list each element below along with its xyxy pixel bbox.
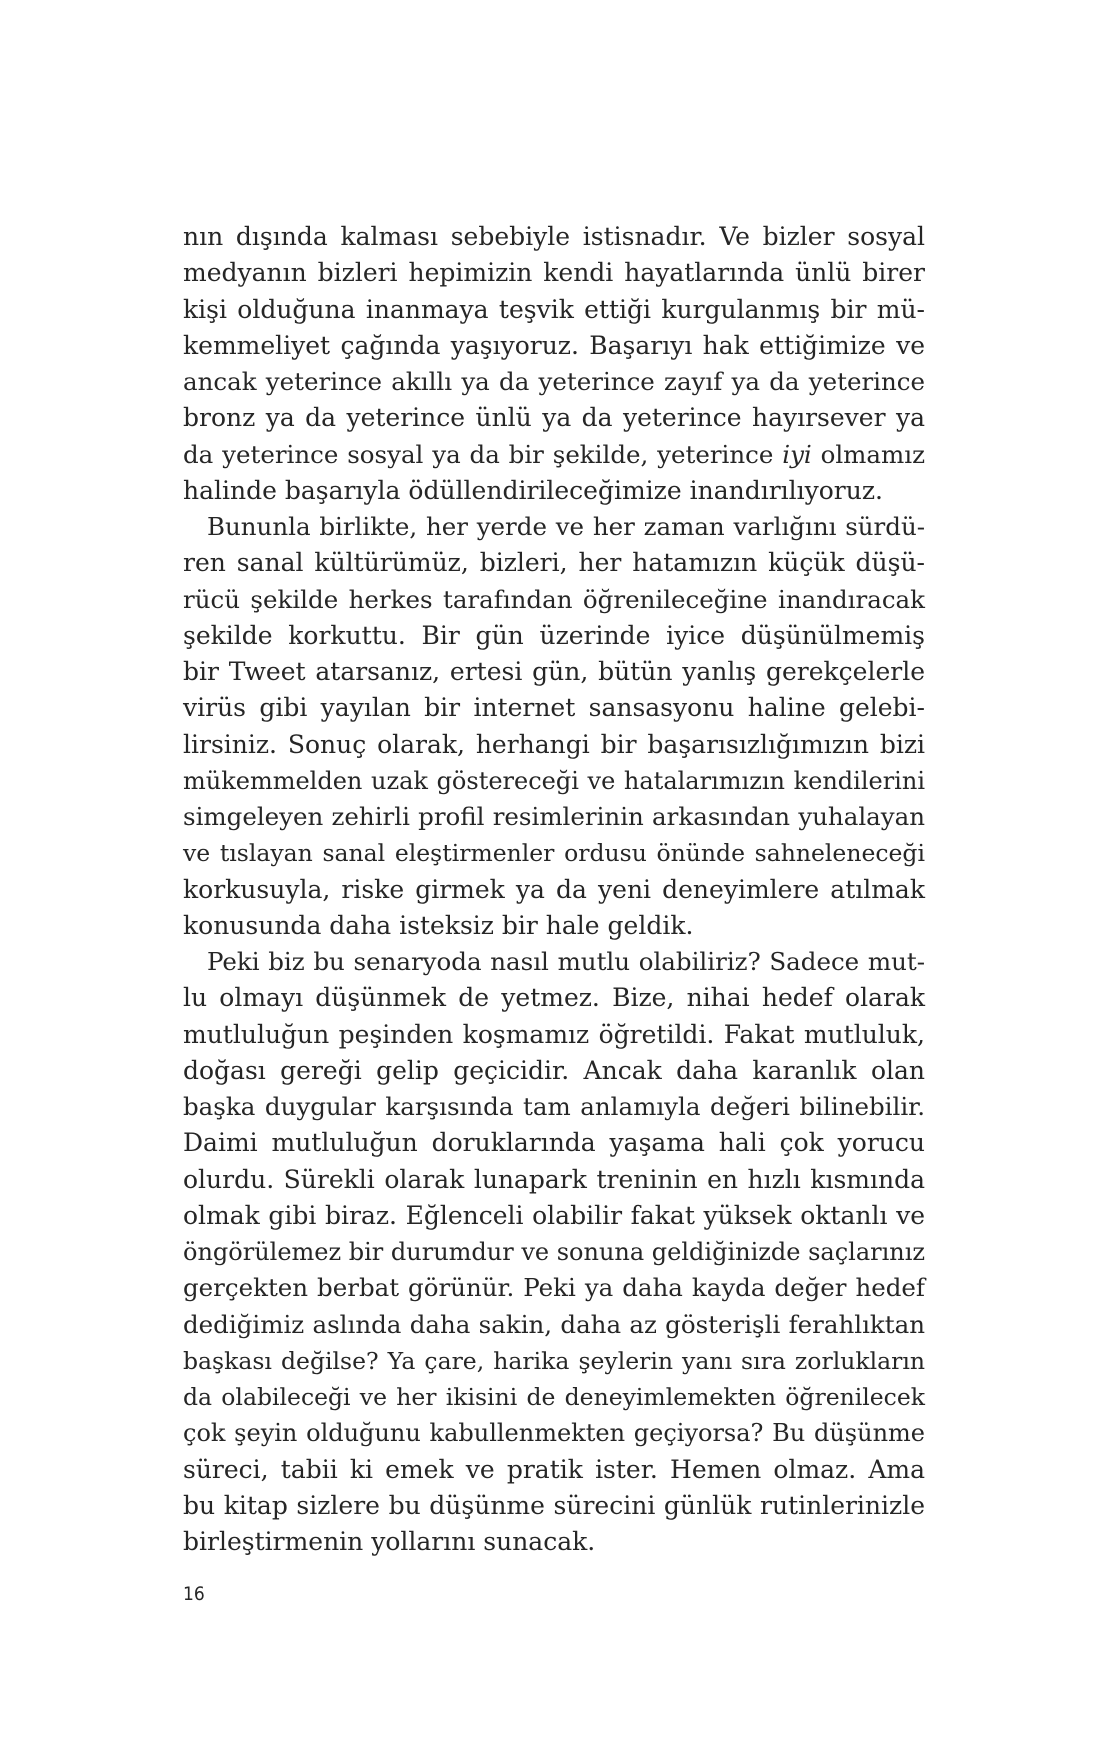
text-line: ve tıslayan sanal eleştirmenler ordusu önünde sahneleneceği bbox=[183, 839, 925, 868]
emphasized-word: iyi bbox=[782, 439, 812, 469]
text-line: medyanın bizleri hepimizin kendi hayatlarında ünlü birer bbox=[183, 258, 925, 288]
text-line: rücü şekilde herkes tarafından öğrenileceğine inandıracak bbox=[183, 584, 925, 614]
text-line: bronz ya da yeterince ünlü ya da yeterince hayırsever ya bbox=[183, 403, 925, 433]
text-line: simgeleyen zehirli profil resimlerinin arkasından yuhalayan bbox=[183, 802, 925, 831]
text-segment: da yeterince sosyal ya da bir şekilde, yeterince bbox=[183, 439, 783, 469]
text-line bbox=[183, 437, 925, 473]
text-line: süreci, tabii ki emek ve pratik ister. Hemen olmaz. Ama bbox=[183, 1454, 925, 1484]
text-line: öngörülemez bir durumdur ve sonuna geldiğinizde saçlarınız bbox=[183, 1238, 926, 1266]
text-segment: olmamız bbox=[811, 439, 925, 469]
text-line: başkası değilse? Ya çare, harika şeylerin yanı sıra zorlukların bbox=[183, 1346, 925, 1375]
text-line: bir Tweet atarsanız, ertesi gün, bütün yanlış gerekçelerle bbox=[183, 657, 925, 686]
text-line: lu olmayı düşünmek de yetmez. Bize, nihai hedef olarak bbox=[183, 983, 925, 1013]
text-line: da olabileceği ve her ikisini de deneyimlemekten öğrenilecek bbox=[183, 1383, 925, 1411]
paragraph bbox=[183, 944, 925, 1560]
text-line: konusunda daha isteksiz bir hale geldik. bbox=[183, 910, 694, 940]
text-line: kişi olduğuna inanmaya teşvik ettiği kurgulanmış bir mü- bbox=[183, 294, 925, 324]
text-line: Bununla birlikte, her yerde ve her zaman varlığını sürdü- bbox=[207, 512, 925, 541]
text-line: mutluluğun peşinden koşmamız öğretildi. Fakat mutluluk, bbox=[183, 1019, 925, 1049]
paragraph bbox=[183, 509, 925, 944]
text-line: Daimi mutluluğun doruklarında yaşama hali çok yorucu bbox=[183, 1128, 925, 1158]
text-line: şekilde korkuttu. Bir gün üzerinde iyice düşünülmemiş bbox=[183, 620, 925, 650]
text-line: dediğimiz aslında daha sakin, daha az gösterişli ferahlıktan bbox=[183, 1309, 925, 1339]
text-line: Peki biz bu senaryoda nasıl mutlu olabiliriz? Sadece mut- bbox=[207, 947, 925, 976]
text-line: korkusuyla, riske girmek ya da yeni deneyimlere atılmak bbox=[183, 874, 925, 904]
text-line: mükemmelden uzak göstereceği ve hatalarımızın kendilerini bbox=[183, 766, 925, 795]
text-line: virüs gibi yayılan bir internet sansasyonu haline gelebi- bbox=[183, 693, 925, 723]
text-line: başka duygular karşısında tam anlamıyla değeri bilinebilir. bbox=[183, 1092, 925, 1121]
text-line: doğası gereği gelip geçicidir. Ancak daha karanlık olan bbox=[183, 1055, 925, 1085]
text-line: halinde başarıyla ödüllendirileceğimize inandırılıyoruz. bbox=[183, 475, 883, 505]
text-line: kemmeliyet çağında yaşıyoruz. Başarıyı hak ettiğimize ve bbox=[183, 330, 925, 360]
text-line: lirsiniz. Sonuç olarak, herhangi bir başarısızlığımızın bizi bbox=[183, 729, 925, 759]
body-text bbox=[183, 219, 925, 1560]
text-line: gerçekten berbat görünür. Peki ya daha kayda değer hedef bbox=[183, 1273, 925, 1303]
text-line: çok şeyin olduğunu kabullenmekten geçiyorsa? Bu düşünme bbox=[183, 1419, 925, 1448]
text-line: ancak yeterince akıllı ya da yeterince zayıf ya da yeterince bbox=[183, 367, 925, 396]
page-number: 16 bbox=[183, 1583, 205, 1605]
text-line: birleştirmenin yollarını sunacak. bbox=[183, 1527, 596, 1556]
text-line: olmak gibi biraz. Eğlenceli olabilir fakat yüksek oktanlı ve bbox=[183, 1200, 925, 1230]
text-line: ren sanal kültürümüz, bizleri, her hatamızın küçük düşü- bbox=[183, 548, 925, 578]
text-line: bu kitap sizlere bu düşünme sürecini günlük rutinlerinizle bbox=[183, 1490, 925, 1520]
text-line: nın dışında kalması sebebiyle istisnadır. Ve bizler sosyal bbox=[183, 222, 925, 251]
paragraph bbox=[183, 219, 925, 509]
text-line: olurdu. Sürekli olarak lunapark treninin en hızlı kısmında bbox=[183, 1164, 925, 1194]
